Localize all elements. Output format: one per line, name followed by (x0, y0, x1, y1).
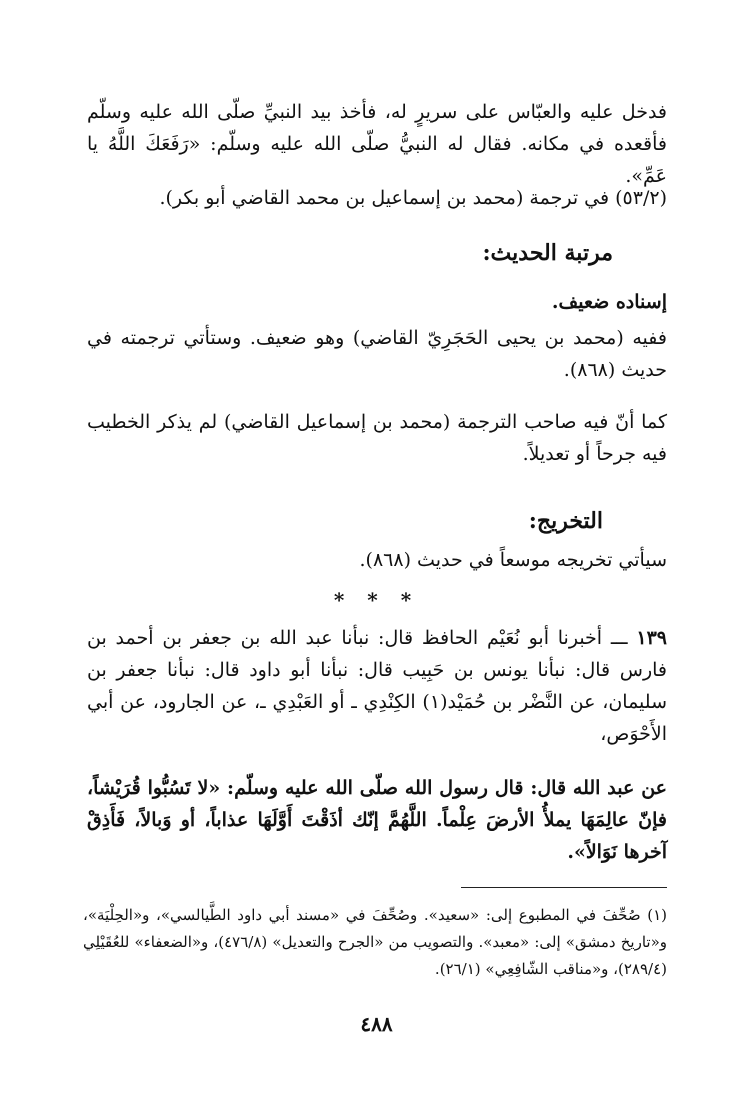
section-separator-stars: * * * (333, 588, 420, 612)
paragraph-4 (87, 322, 667, 386)
paragraph-2-text: (٥٣/٢) في ترجمة (محمد بن إسماعيل بن محمد القاضي أبو بكر). (159, 187, 667, 209)
paragraph-3-text: إسناده ضعيف. (551, 291, 667, 313)
paragraph-3 (87, 286, 667, 318)
heading-hadith-grade: مرتبة الحديث: (482, 240, 613, 266)
paragraph-7 (87, 622, 667, 750)
paragraph-6 (87, 544, 667, 576)
hadith-number: ١٣٩ (636, 627, 667, 649)
paragraph-8 (87, 772, 667, 868)
footnote-divider (461, 887, 667, 888)
paragraph-5 (87, 406, 667, 470)
paragraph-1 (87, 96, 667, 192)
paragraph-5-text: كما أنّ فيه صاحب الترجمة (محمد بن إسماعيل القاضي) لم يذكر الخطيب فيه جرحاً أو تعديلاً. (87, 411, 667, 465)
paragraph-7-text: ـــ أخبرنا أبو نُعَيْم الحافظ قال: نبأنا عبد الله بن جعفر بن أحمد بن فارس قال: نبأنا يونس بن حَبِيب قال: نبأنا أبو داود قال: نبأنا جعفر بن سليمان، عن النَّضْر بن حُمَيْد(١) الكِنْدِي ـ أو العَبْدِي ـ، عن الجارود، عن أبي الأَحْوَص، (87, 627, 667, 745)
footnote (83, 902, 667, 983)
paragraph-4-text: ففيه (محمد بن يحيى الحَجَرِيّ القاضي) وهو ضعيف. وستأتي ترجمته في حديث (٨٦٨). (87, 327, 667, 381)
paragraph-2 (87, 182, 667, 214)
heading-takhrij: التخريج: (528, 508, 603, 534)
paragraph-8-text: عن عبد الله قال: قال رسول الله صلّى الله عليه وسلّم: «لا تَسُبُّوا قُرَيْشاً، فإنّ عالِمَهَا يملأُ الأرضَ عِلْماً. اللَّهُمَّ إنّك أذَقْتَ أَوَّلَهَا عذاباً، أو وَبالاً، فَأَذِقْ آخرها نَوَالاً». (87, 777, 667, 863)
page-number: ٤٨٨ (360, 1012, 393, 1036)
footnote-text: (١) صُحِّفَ في المطبوع إلى: «سعيد». وصُحِّفَ في «مسند أبي داود الطَّيالسي»، و«الحِلْيَة»، و«تاريخ دمشق» إلى: «معبد». والتصويب من «الجرح والتعديل» (٤٧٦/٨)، و«الضعفاء» للعُقَيْلِي (٢٨٩/٤)، و«مناقب الشّافِعِي» (٢٦/١). (83, 906, 667, 978)
paragraph-1-text: فدخل عليه والعبّاس على سريرٍ له، فأخذ بيد النبيِّ صلّى الله عليه وسلّم فأقعده في مكانه. فقال له النبيُّ صلّى الله عليه وسلّم: «رَفَعَكَ اللَّهُ يا عَمِّ». (87, 101, 667, 187)
paragraph-6-text: سيأتي تخريجه موسعاً في حديث (٨٦٨). (359, 549, 667, 571)
